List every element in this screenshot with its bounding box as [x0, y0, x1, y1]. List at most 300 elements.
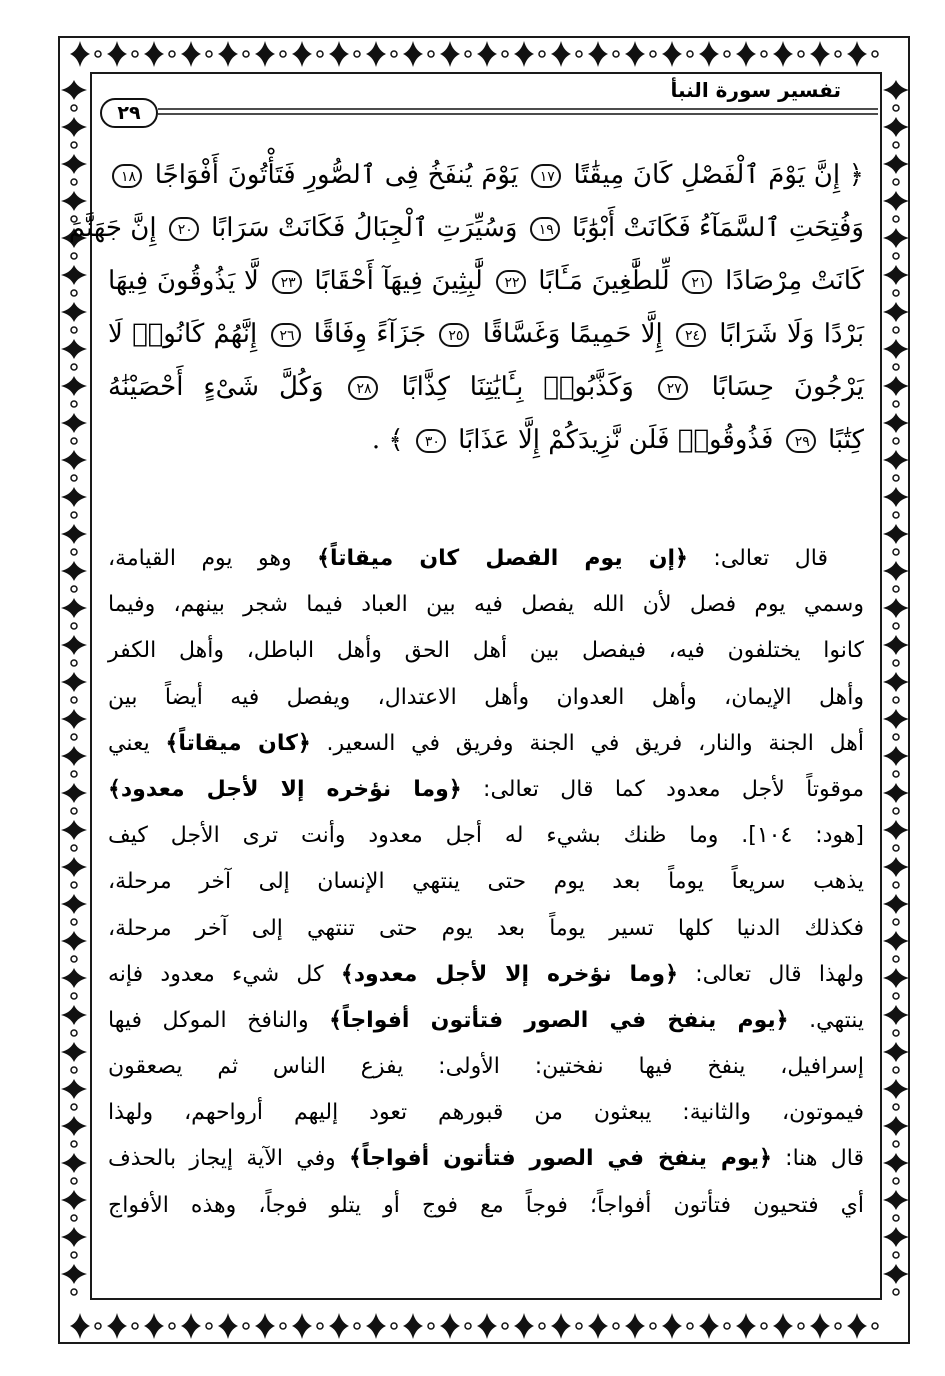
border-ornament-dot: [893, 1215, 899, 1221]
border-ornament-dot: [724, 51, 730, 57]
border-ornament: [883, 117, 909, 137]
border-ornament: [61, 117, 87, 137]
border-ornament: [883, 154, 909, 174]
quoted-verse: ﴿يوم ينفخ في الصور فتأتون أفواجاً﴾: [329, 1007, 789, 1033]
border-ornament: [736, 41, 756, 67]
verse-text: إِلَّا حَمِيمًا وَغَسَّاقًا: [482, 319, 663, 349]
border-ornament-dot: [391, 1323, 397, 1329]
border-ornament-dot: [835, 1323, 841, 1329]
border-ornament-dot: [132, 1323, 138, 1329]
quran-verses: [68, 150, 865, 468]
border-ornament-dot: [893, 771, 899, 777]
border-ornament: [883, 598, 909, 618]
border-ornament-dot: [650, 1323, 656, 1329]
border-ornament: [61, 1042, 87, 1062]
border-ornament: [810, 1313, 830, 1339]
border-ornament-dot: [576, 1323, 582, 1329]
commentary-text: يعني: [108, 730, 166, 756]
verse-text: كِتَٰبًا: [828, 425, 864, 455]
verse-line: [108, 362, 864, 415]
border-ornament-dot: [893, 105, 899, 111]
border-ornament-dot: [893, 993, 899, 999]
border-ornament: [736, 1313, 756, 1339]
border-ornament: [773, 41, 793, 67]
border-ornament-dot: [893, 919, 899, 925]
quoted-verse: ﴿وما نؤخره إلا لأجل معدود﴾: [340, 961, 678, 987]
border-ornament-dot: [893, 734, 899, 740]
commentary-line: [108, 1136, 864, 1182]
border-ornament-dot: [71, 438, 77, 444]
verse-text: لَّا يَذُوقُونَ فِيهَا: [108, 266, 259, 296]
border-ornament: [255, 1313, 275, 1339]
border-ornament: [144, 41, 164, 67]
border-ornament-dot: [243, 1323, 249, 1329]
border-ornament: [883, 709, 909, 729]
border-ornament-dot: [428, 1323, 434, 1329]
border-ornament: [61, 1116, 87, 1136]
border-ornament: [181, 41, 201, 67]
verse-line: [108, 309, 864, 362]
border-ornament-dot: [317, 1323, 323, 1329]
commentary-line: [108, 952, 864, 998]
commentary-text: فيموتون، والثانية: يبعثون من قبورهم تعود إليهم أرواحهم، ولهذا: [108, 1100, 864, 1126]
verse-number-marker: ٢٨: [348, 376, 378, 400]
border-ornament: [61, 339, 87, 359]
border-ornament: [477, 41, 497, 67]
border-ornament-dot: [317, 51, 323, 57]
commentary-text: [هود: ١٠٤]. وما ظنك بشيء له أجل معدود وأنت ترى الأجل كيف: [108, 823, 864, 849]
verse-text: وَكَذَّبُوا۟ بِـَٔايَٰتِنَا كِذَّابًا: [401, 372, 634, 402]
border-ornament: [366, 1313, 386, 1339]
border-ornament: [883, 228, 909, 248]
border-ornament: [61, 598, 87, 618]
commentary-text: والنافخ الموكل فيها: [108, 1007, 330, 1033]
border-ornament-dot: [71, 1141, 77, 1147]
commentary-text: وسمي يوم فصل لأن الله يفصل فيه بين العباد فيما شجر بينهم، وفيما: [108, 592, 864, 618]
tafsir-commentary: [108, 536, 864, 1229]
border-ornament-dot: [893, 290, 899, 296]
border-ornament-dot: [613, 51, 619, 57]
border-ornament: [514, 41, 534, 67]
border-ornament-dot: [893, 512, 899, 518]
border-ornament-dot: [71, 1289, 77, 1295]
border-ornament-dot: [280, 51, 286, 57]
border-ornament: [883, 413, 909, 433]
border-ornament-dot: [613, 1323, 619, 1329]
border-ornament: [61, 487, 87, 507]
verse-text: ﴿ إِنَّ يَوْمَ ٱلْفَصْلِ كَانَ مِيقَٰتًا: [573, 160, 865, 190]
border-ornament-dot: [893, 1178, 899, 1184]
verse-number-marker: ١٩: [530, 217, 560, 241]
border-ornament: [883, 1079, 909, 1099]
border-ornament-dot: [169, 1323, 175, 1329]
border-ornament: [810, 41, 830, 67]
verse-number-marker: ٢٣: [272, 270, 302, 294]
border-ornament: [551, 41, 571, 67]
border-ornament-dot: [893, 808, 899, 814]
border-ornament-dot: [893, 142, 899, 148]
verse-text: ﴾ .: [371, 425, 404, 455]
verse-line: [108, 150, 864, 203]
quoted-verse: ﴿وما نؤخره إلا لأجل معدود﴾: [108, 776, 462, 802]
commentary-line: [108, 1090, 864, 1136]
border-ornament-dot: [761, 1323, 767, 1329]
commentary-line: [108, 998, 864, 1044]
border-ornament: [70, 41, 90, 67]
border-ornament: [292, 1313, 312, 1339]
border-ornament: [699, 1313, 719, 1339]
border-ornament-dot: [761, 51, 767, 57]
border-ornament-dot: [243, 51, 249, 57]
border-ornament: [883, 857, 909, 877]
border-ornament: [699, 41, 719, 67]
commentary-text: وفي الآية إيجاز بالحذف: [108, 1146, 349, 1172]
border-ornament-dot: [893, 697, 899, 703]
border-ornament: [883, 746, 909, 766]
border-ornament-dot: [502, 51, 508, 57]
commentary-text: قال تعالى:: [687, 546, 828, 571]
border-ornament: [61, 1264, 87, 1284]
border-ornament: [61, 635, 87, 655]
border-ornament: [883, 1227, 909, 1247]
commentary-line: [108, 628, 864, 674]
border-ornament: [61, 894, 87, 914]
border-ornament: [883, 376, 909, 396]
border-ornament-dot: [71, 845, 77, 851]
quoted-verse: ﴿كان ميقاتاً﴾: [165, 730, 311, 756]
border-ornament-dot: [893, 845, 899, 851]
border-ornament-dot: [71, 660, 77, 666]
border-ornament: [61, 1153, 87, 1173]
border-ornament-dot: [71, 290, 77, 296]
border-ornament: [144, 1313, 164, 1339]
commentary-text: قال هنا:: [771, 1146, 864, 1172]
border-ornament: [61, 561, 87, 581]
border-ornament-dot: [893, 623, 899, 629]
border-ornament: [61, 1227, 87, 1247]
commentary-line: [108, 675, 864, 721]
border-ornament: [883, 672, 909, 692]
border-ornament-dot: [872, 51, 878, 57]
border-ornament: [883, 894, 909, 914]
border-ornament: [883, 524, 909, 544]
border-ornament: [61, 524, 87, 544]
border-ornament: [883, 1042, 909, 1062]
border-ornament: [440, 41, 460, 67]
border-ornament-dot: [71, 993, 77, 999]
border-ornament: [883, 265, 909, 285]
border-ornament: [551, 1313, 571, 1339]
verse-text: يَرْجُونَ حِسَابًا: [711, 372, 865, 402]
verse-number-marker: ٢٦: [271, 323, 301, 347]
border-ornament-dot: [391, 51, 397, 57]
border-ornament-dot: [893, 253, 899, 259]
verse-number-marker: ٢٥: [439, 323, 469, 347]
border-ornament: [883, 487, 909, 507]
border-ornament-dot: [71, 142, 77, 148]
verse-number-marker: ٢٠: [169, 217, 199, 241]
verse-text: بَرْدًا وَلَا شَرَابًا: [719, 319, 865, 349]
verse-text: يَوْمَ يُنفَخُ فِى ٱلصُّورِ فَتَأْتُونَ أَفْوَاجًا: [154, 160, 519, 190]
border-ornament-dot: [893, 401, 899, 407]
border-ornament-dot: [71, 1030, 77, 1036]
border-ornament-dot: [893, 1252, 899, 1258]
border-ornament-dot: [893, 179, 899, 185]
border-ornament-dot: [576, 51, 582, 57]
border-ornament-dot: [71, 771, 77, 777]
verse-line: [68, 203, 864, 256]
border-ornament: [883, 339, 909, 359]
border-ornament: [61, 1005, 87, 1025]
border-ornament-dot: [206, 51, 212, 57]
commentary-line: [108, 721, 864, 767]
commentary-line: [108, 859, 864, 905]
border-ornament: [218, 41, 238, 67]
border-ornament: [883, 635, 909, 655]
border-ornament: [70, 1313, 90, 1339]
border-ornament: [773, 1313, 793, 1339]
border-ornament: [61, 1079, 87, 1099]
verse-line: [108, 415, 864, 468]
verse-text: إِنَّ جَهَنَّمَ: [68, 213, 157, 243]
verse-line: [108, 256, 864, 309]
border-ornament: [883, 450, 909, 470]
commentary-line: [108, 813, 864, 859]
verse-number-marker: ١٨: [112, 164, 142, 188]
border-ornament-dot: [71, 253, 77, 259]
border-ornament-dot: [71, 734, 77, 740]
border-ornament: [883, 191, 909, 211]
border-ornament: [883, 561, 909, 581]
border-ornament: [61, 746, 87, 766]
border-ornament: [292, 41, 312, 67]
border-ornament-dot: [539, 51, 545, 57]
verse-text: وَفُتِحَتِ ٱلسَّمَآءُ فَكَانَتْ أَبْوَٰبًا: [572, 213, 864, 243]
border-ornament-dot: [893, 1067, 899, 1073]
border-ornament-dot: [280, 1323, 286, 1329]
verse-number-marker: ٢٢: [496, 270, 526, 294]
border-ornament-dot: [71, 882, 77, 888]
border-ornament: [440, 1313, 460, 1339]
border-ornament-dot: [687, 1323, 693, 1329]
verse-text: كَانَتْ مِرْصَادًا: [725, 266, 864, 296]
border-ornament-dot: [71, 808, 77, 814]
page-number: ٢٩: [100, 98, 158, 128]
border-ornament-dot: [893, 1104, 899, 1110]
border-ornament-dot: [687, 51, 693, 57]
border-ornament: [514, 1313, 534, 1339]
border-ornament: [329, 1313, 349, 1339]
border-ornament: [61, 80, 87, 100]
border-ornament: [107, 41, 127, 67]
border-ornament-dot: [893, 1141, 899, 1147]
commentary-text: وأهل الإيمان، وأهل العدوان وأهل الاعتدال، ويفصل فيه أيضاً بين: [108, 684, 864, 710]
border-ornament-dot: [71, 364, 77, 370]
verse-number-marker: ٢٤: [676, 323, 706, 347]
border-ornament: [61, 154, 87, 174]
quoted-verse: ﴿إن يوم الفصل كان ميقاتاً﴾: [317, 546, 688, 571]
border-ornament-dot: [893, 327, 899, 333]
border-ornament: [61, 857, 87, 877]
commentary-text: ينتهي.: [788, 1007, 864, 1033]
border-ornament-dot: [71, 1067, 77, 1073]
commentary-line: [108, 1044, 864, 1090]
border-ornament-dot: [71, 105, 77, 111]
border-ornament-dot: [465, 51, 471, 57]
commentary-text: كانوا يختلفون فيه، فيفصل بين أهل الحق وأهل الباطل، وأهل الكفر: [108, 638, 864, 664]
border-ornament-dot: [132, 51, 138, 57]
border-ornament-dot: [893, 549, 899, 555]
border-ornament-dot: [893, 660, 899, 666]
verse-number-marker: ١٧: [531, 164, 561, 188]
border-ornament: [329, 41, 349, 67]
border-ornament-dot: [502, 1323, 508, 1329]
border-ornament: [883, 1190, 909, 1210]
verse-number-marker: ٢٩: [786, 429, 816, 453]
border-ornament: [61, 820, 87, 840]
border-ornament-dot: [95, 1323, 101, 1329]
border-ornament-dot: [71, 512, 77, 518]
border-ornament: [61, 376, 87, 396]
border-ornament-dot: [71, 401, 77, 407]
border-ornament: [662, 1313, 682, 1339]
verse-number-marker: ٣٠: [416, 429, 446, 453]
border-ornament: [403, 1313, 423, 1339]
border-ornament-dot: [893, 1289, 899, 1295]
border-ornament: [477, 1313, 497, 1339]
commentary-text: موقوتاً لأجل معدود كما قال تعالى:: [461, 776, 864, 802]
quoted-verse: ﴿يوم ينفخ في الصور فتأتون أفواجاً﴾: [348, 1146, 772, 1172]
border-ornament: [883, 1264, 909, 1284]
commentary-text: أي فتحيون فتأتون أفواجاً؛ فوجاً مع فوج أو يتلو فوجاً، وهذه الأفواج: [108, 1192, 864, 1218]
commentary-line: [108, 767, 864, 813]
border-ornament-dot: [71, 179, 77, 185]
border-ornament: [181, 1313, 201, 1339]
border-ornament: [883, 302, 909, 322]
commentary-text: كل شيء معدود فإنه: [108, 961, 341, 987]
verse-text: لَّٰبِثِينَ فِيهَآ أَحْقَابًا: [314, 266, 483, 296]
border-ornament: [403, 41, 423, 67]
border-ornament: [883, 1005, 909, 1025]
commentary-line: [108, 1183, 864, 1229]
border-ornament-dot: [71, 956, 77, 962]
border-ornament: [625, 1313, 645, 1339]
verse-text: وَسُيِّرَتِ ٱلْجِبَالُ فَكَانَتْ سَرَابًا: [211, 213, 518, 243]
border-ornament-dot: [71, 1104, 77, 1110]
verse-text: إِنَّهُمْ كَانُوا۟ لَا: [108, 319, 258, 349]
border-ornament-dot: [71, 1178, 77, 1184]
border-ornament-dot: [169, 51, 175, 57]
border-ornament-dot: [650, 51, 656, 57]
border-ornament-dot: [465, 1323, 471, 1329]
border-ornament-dot: [724, 1323, 730, 1329]
commentary-text: إسرافيل، ينفخ فيها نفختين: الأولى: يفزع الناس ثم يصعقون: [108, 1054, 864, 1080]
verse-text: وَكُلَّ شَىْءٍ أَحْصَيْنَٰهُ: [108, 372, 324, 402]
border-ornament-dot: [798, 1323, 804, 1329]
border-ornament-dot: [95, 51, 101, 57]
verse-number-marker: ٢٧: [658, 376, 688, 400]
border-ornament: [662, 41, 682, 67]
border-ornament-dot: [71, 327, 77, 333]
border-ornament-dot: [354, 1323, 360, 1329]
border-ornament: [883, 931, 909, 951]
border-ornament: [61, 302, 87, 322]
border-ornament: [61, 672, 87, 692]
header-rule: [158, 106, 878, 118]
border-ornament-dot: [893, 1030, 899, 1036]
border-ornament-dot: [798, 51, 804, 57]
border-ornament: [366, 41, 386, 67]
border-ornament-dot: [71, 919, 77, 925]
border-ornament-dot: [71, 475, 77, 481]
commentary-line: [108, 582, 864, 628]
border-ornament: [588, 1313, 608, 1339]
border-ornament: [625, 41, 645, 67]
border-ornament: [847, 1313, 867, 1339]
border-ornament: [61, 450, 87, 470]
border-ornament: [883, 80, 909, 100]
border-ornament-dot: [893, 586, 899, 592]
border-ornament-dot: [893, 882, 899, 888]
border-ornament: [61, 413, 87, 433]
verse-text: فَذُوقُوا۟ فَلَن نَّزِيدَكُمْ إِلَّا عَذَابًا: [458, 425, 774, 455]
border-ornament: [847, 41, 867, 67]
commentary-text: فكذلك الدنيا كلها تسير يوماً بعد يوم حتى تنتهي إلى آخر مرحلة،: [108, 915, 864, 941]
border-ornament-dot: [428, 51, 434, 57]
commentary-text: ولهذا قال تعالى:: [677, 961, 864, 987]
border-ornament: [883, 783, 909, 803]
border-ornament: [883, 1153, 909, 1173]
border-ornament-dot: [893, 956, 899, 962]
border-ornament-dot: [539, 1323, 545, 1329]
commentary-text: أهل الجنة والنار، فريق في الجنة وفريق في السعير.: [310, 730, 864, 756]
border-ornament-dot: [835, 51, 841, 57]
border-ornament: [61, 709, 87, 729]
border-ornament: [255, 41, 275, 67]
page-header-title: تفسير سورة النبأ: [670, 78, 841, 102]
commentary-text: يذهب سريعاً يوماً بعد يوم حتى ينتهي الإنسان إلى آخر مرحلة،: [108, 869, 864, 895]
border-ornament-dot: [71, 623, 77, 629]
border-ornament: [61, 265, 87, 285]
border-ornament: [883, 968, 909, 988]
border-ornament-dot: [354, 51, 360, 57]
border-ornament-dot: [206, 1323, 212, 1329]
verse-number-marker: ٢١: [682, 270, 712, 294]
commentary-line: [108, 536, 864, 582]
border-ornament-dot: [893, 364, 899, 370]
commentary-text: وهو يوم القيامة،: [108, 546, 318, 571]
border-ornament-dot: [71, 1215, 77, 1221]
border-ornament: [107, 1313, 127, 1339]
border-ornament-dot: [893, 438, 899, 444]
border-ornament-dot: [71, 1252, 77, 1258]
border-ornament: [61, 1190, 87, 1210]
border-ornament-dot: [872, 1323, 878, 1329]
border-ornament-dot: [893, 475, 899, 481]
verse-text: جَزَآءً وِفَاقًا: [313, 319, 427, 349]
border-ornament: [218, 1313, 238, 1339]
verse-text: لِّلطَّٰغِينَ مَـَٔابًا: [538, 266, 670, 296]
border-ornament-dot: [893, 216, 899, 222]
border-ornament-dot: [71, 586, 77, 592]
border-ornament: [883, 820, 909, 840]
commentary-line: [108, 906, 864, 952]
border-ornament-dot: [71, 549, 77, 555]
border-ornament: [61, 968, 87, 988]
border-ornament: [61, 783, 87, 803]
border-ornament: [588, 41, 608, 67]
border-ornament-dot: [71, 697, 77, 703]
